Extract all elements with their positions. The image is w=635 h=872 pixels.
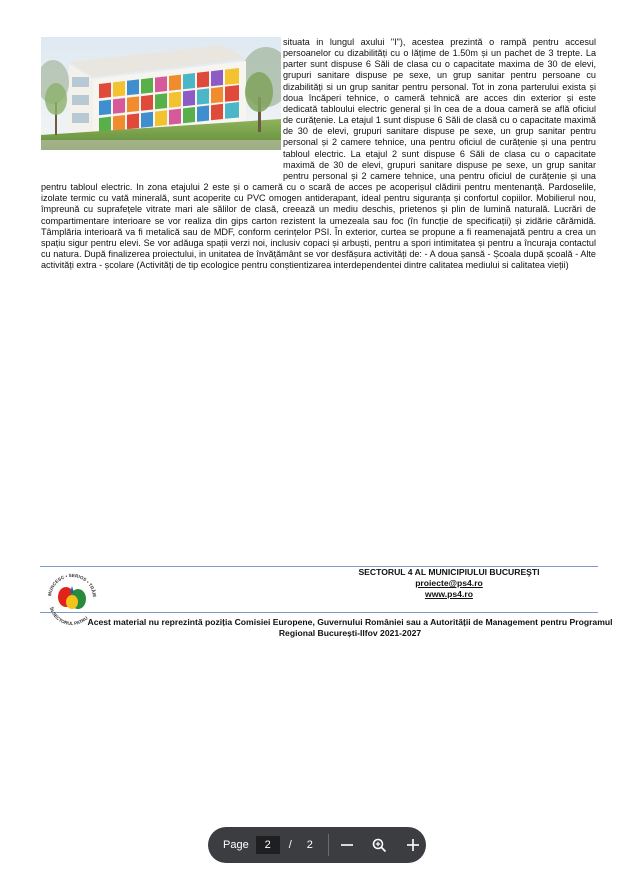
image-float-spacer [41,37,283,177]
total-pages: 2 [306,839,313,851]
footer-bottom-rule [40,612,598,613]
organization-name: SECTORUL 4 AL MUNICIPIULUI BUCUREŞTI [358,567,540,577]
svg-text:MUNCESC • SERIOS • TRĂIESC: MUNCESC • SERIOS • TRĂIE [47,572,98,598]
current-page-input[interactable]: 2 [256,836,280,854]
zoom-in-button[interactable] [400,832,426,858]
minus-icon [340,838,354,852]
zoom-out-button[interactable] [334,832,360,858]
svg-text:ÎN SECTORUL PATRU: ÎN SECTORUL PATRU [48,606,89,626]
zoom-fit-button[interactable] [367,832,393,858]
page-label: Page [223,839,249,851]
website-link[interactable]: www.ps4.ro [425,589,473,599]
disclaimer-text: Acest material nu reprezintă poziția Comisiei Europene, Guvernului României sau a Autorității de Management pentru Programul Regional București-Ilfov 2021-2027 [87,617,613,638]
magnifier-icon [372,838,387,853]
page-separator: / [288,839,292,851]
toolbar-divider [328,834,329,856]
paragraph-text: situata in lungul axului "I"), acestea prezintă o rampă pentru accesul persoanelor cu dizabilități cu o lățime de 1.50m și un pachet de 3 trepte. La parter sunt dispuse 6 Săli de clasa cu o capacitate maxima de 30 de elevi, grupuri sanitare dispuse pe sexe, un grup sanitar pentru persoane cu dizabilități si un grup sanitar pentru personal. Tot in zona parterului exista și doua încăperi tehnice, o cameră tehnică are acces din exterior și este dedicată tabloului electric general și în cea de a doua cameră se află oficiul de curățenie. La etajul 1 sunt dispuse 6 Săli de clasă cu o capacitate maximă de 30 de elevi, grupuri sanitare dispuse pe sexe, un grup sanitar pentru personal și 2 camere tehnice, una pentru oficiul de curățenie și una pentru tabloul electric. La etajul 2 sunt dispuse 6 Săli de clasa cu o capacitate maximă de 30 de elevi, grupuri sanitare dispuse pe sexe, un grup sanitar pentru personal și 2 camere tehnice, una pentru oficiul de curățenie și una pentru tabloul electric. In zona etajului 2 este și o cameră cu o scară de acces pe acoperișul clădirii pentru mentenanță. Pardoselile, izolate termic cu vată minerală, sunt acoperite cu PVC omogen antiderapant, ideal pentru siguranța și confortul copiilor. Mobilierul nou, împreună cu suprafețele vitrate mari ale sălilor de clasă, creează un mediu deschis, prietenos și plin de lumină naturală. Lucrări de compartimentare interioare se vor realiza din gips carton rezistent la umezeala sau foc (în funcție de specificații) și zidărie cărămidă. Tâmplăria interioară va fi metalică sau de MDF, conform cerințelor PSI. În exterior, curtea se propune a fi reamenajată pentru a crea un spațiu sigur pentru elevi. Se vor adăuga spații verzi noi, inclusiv copaci și arbuști, pentru a spori intimitatea și pentru a încuraja contactul cu natura. După finalizerea proiectului, in unitatea de învățământ se vor desfășura activități de: - A doua șansă - Școala după școală - Alte activități extra - școlare (Activități de tip ecologice pentru conștientizarea interdependentei dintre calitatea mediului si calitatea vieții) [41,37,596,271]
plus-icon [406,838,420,852]
body-paragraph [41,37,596,271]
email-link[interactable]: proiecte@ps4.ro [415,578,483,588]
footer-organization [300,567,598,600]
pdf-viewer-toolbar [208,827,426,863]
